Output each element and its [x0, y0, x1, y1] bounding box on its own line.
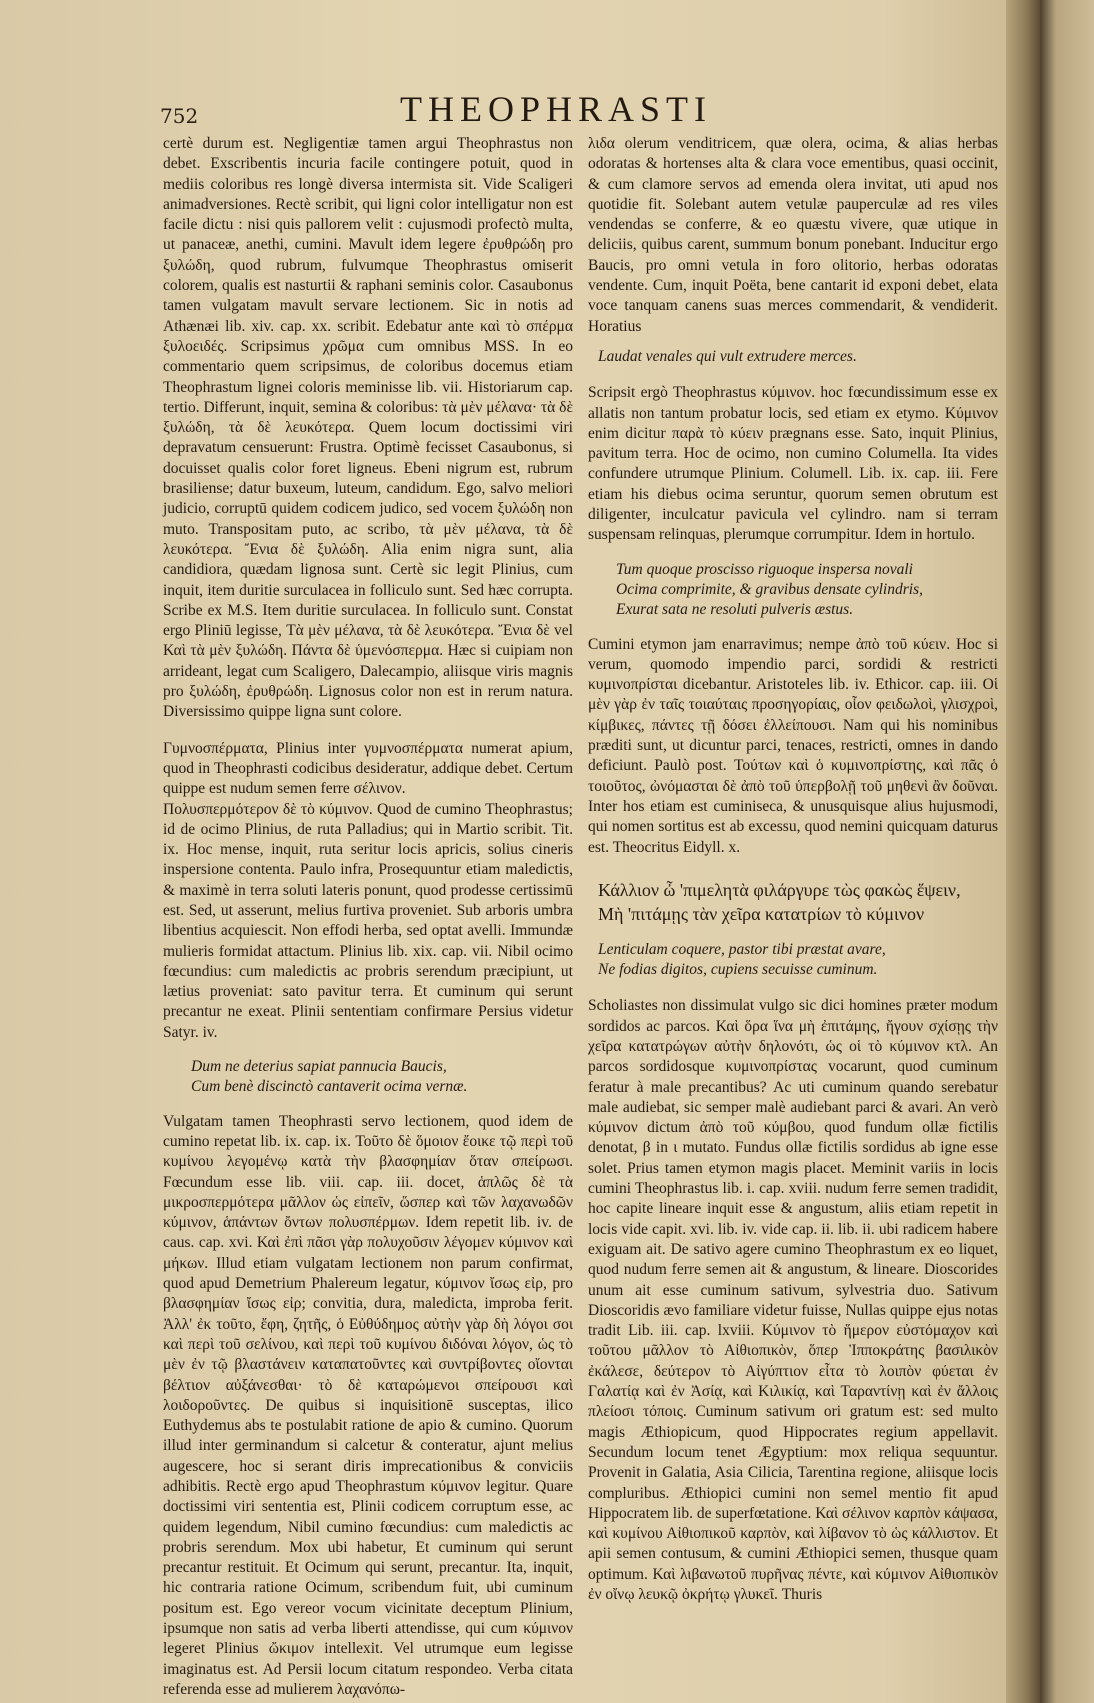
right-quote-horace: Laudat venales qui vult extrudere merces. — [598, 347, 857, 365]
greek-line: Κάλλιον ὦ 'πιμελητὰ φιλάργυρε τὼς φακὼς ἕψειν, — [598, 879, 961, 900]
greek-line: Μὴ 'πιτάμῃς τὰν χεῖρα κατατρίων τὸ κύμινον — [598, 903, 925, 924]
page-header — [160, 88, 1020, 128]
verse-line: Cum benè discinctò cantaverit ocima vernæ. — [191, 1078, 468, 1096]
running-title: THEOPHRASTI — [400, 89, 713, 129]
verse-line: Ocima comprimite, & gravibus densate cylindris, — [616, 580, 923, 598]
right-paragraph-3: Cumini etymon jam enarravimus; nempe ἀπὸ τοῦ κύειν. Hoc si verum, quomodo impendio parci, sordidi & restricti κυμινοπρίσται dicebantur. Aristoteles lib. iv. Ethicor. cap. iii. Οἱ μὲν γὰρ ἐν ταῖς τοιαύταις προσηγορίαις, οἷον φειδωλοὶ, γλισχροὶ, κίμβικες, πάντες τῇ δόσει ἐλλείπουσι. Nam qui his nominibus præditi sunt, ut dicuntur parci, tenaces, restricti, omnes in dando deficiunt. Paulò post. Τούτων καὶ ὁ κυμινοπρίστης, καὶ πᾶς ὁ τοιοῦτος, ὠνόμασται δὲ ἀπὸ τοῦ ὑπερβολῇ τοῦ μηθενὶ ἂν δοῦναι. Inter hos etiam est cuminiseca, & unusquisque alius hujusmodi, qui nomen sortitus est ab excessu, quod nemini quicquam daturus est. Theocritus Eidyll. x. — [588, 635, 998, 856]
facing-page-edge — [1040, 0, 1094, 1703]
translation-line: Ne fodias digitos, cupiens secuisse cuminum. — [598, 961, 878, 979]
right-greek-theocritus — [598, 878, 998, 926]
right-column — [588, 134, 998, 1605]
left-paragraph-3: Πολυσπερμότερον δὲ τὸ κύμινον. Quod de cumino Theophrastus; id de ocimo Plinius, de ruta Palladius; qui in Martio scribit. Tit. ix. Hoc mense, inquit, ruta seritur locis apricis, solius cineris inspersione contenta. Paulo infra, Prosequuntur etiam maledictis, & maximè in terra soluti lateris ponunt, quod prodesse certissimū est. Sed, ut asserunt, melius furtiva proveniet. Sub arboris umbra libentius acquiescit. Non effodi herba, sed optat avelli. Immundæ mulieris formidat attactum. Plinius lib. xix. cap. vii. Nibil ocimo fœcundius: cum maledictis ac probris serendum præcipiunt, ut lætius proveniat: sato pavitur terra. Et cuminum qui serunt precantur ne exeat. Plinii sententiam confirmare Persius videtur Satyr. iv. — [163, 800, 573, 1041]
verse-line: Exurat sata ne resoluti pulveris æstus. — [616, 601, 854, 619]
right-latin-translation — [588, 940, 998, 981]
right-paragraph-2: Scripsit ergò Theophrastus κύμινον. hoc fœcundissimum esse ex allatis non tantum probatur locis, sed etiam ex etymo. Κύμινον enim dicitur παρὰ τὸ κύειν prægnans esse. Sato, inquit Plinius, pavitum terra. Hoc de ocimo, non cumino Columella. Ita vides confundere utrumque Plinium. Columell. Lib. ix. cap. iii. Fere etiam his diebus ocima seruntur, quorum semen obrutum est diligenter, inculcatur pavicula vel cylindro. nam si terram suspensam relinquas, plerumque corrumpitur. Idem in hortulo. — [588, 384, 998, 544]
right-paragraph-4: Scholiastes non dissimulat vulgo sic dici homines præter modum sordidos ac parcos. Καὶ ὅρα ἵνα μὴ ἐπιτάμης, ἤγουν σχίσῃς τὴν χεῖρα κατατρώγων αὐτὴν δηλονότι, ὡς οἱ τὸ κύμινον κτλ. An parcos sordidosque κυμινοπρίστας vocarunt, quod cuminum feratur à male precantibus? Ac uti cuminum quando serebatur male audiebat, sic semper malè audiebant parci & avari. An verò κύμινον dictum ἀπὸ τοῦ κύμβου, quod fundum ollæ fictilis denotat, β in ι mutato. Fundus ollæ fictilis sordidus ab igne esse solet. Prius tamen etymon magis placet. Meminit variis in locis cumini Theophrastus lib. i. cap. xviii. nudum ferre semen tradidit, hoc capite lineare inquit esse & angustum, aliis etiam repetit in locis vide capit. xvi. lib. iv. vide cap. ii. lib. ii. ubi radicem habere exiguam ait. De sativo agere cumino Theophrastum ex eo liquet, quod nudum ferre semen ait & angustum, & lineare. Dioscorides unum ait esse cuminum sativum, sylvestria duo. Sativum Dioscoridis ævo familiare videtur fuisse, Nullas quippe ejus notas tradit Lib. iii. cap. lxviii. Κύμινον τὸ ἥμερον εὐστόμαχον καὶ τοῦτου μᾶλλον τὸ Αἰθιοπικὸν, ὅπερ Ἱπποκράτης βασιλικὸν ἐκάλεσε, δεύτερον τὸ Αἰγύπτιον εἶτα τὸ λοιπὸν φύεται ἐν Γαλατίᾳ καὶ ἐν Ἀσίᾳ, καὶ Κιλικίᾳ, καὶ Ταραντίνῃ καὶ ἐν ἄλλοις πλείοσι τόποις. Cuminum sativum ori gratum est: sed multo magis Æthiopicum, quod Hippocrates regium appellavit. Secundum locum tenet Ægyptium: mox reliqua sequuntur. Provenit in Galatia, Asia Cilicia, Tarentina regione, aliisque locis compluribus. Æthiopici cumini non semel mentio fit apud Hippocratem lib. de superfœtatione. Καὶ σέλινον καρπὸν κάψασα, καὶ κυμίνου Αἰθιοπικοῦ καρπὸν, καὶ λίβανον τὸ ὡς κάλλιστον. Et apii semen contusum, & cumini Æthiopici semen, thusque quam optimum. Καὶ λιβανωτοῦ πυρῆνας πέντε, καὶ κύμινον Αἰθιοπικὸν ἐν οἴνῳ λευκῷ ὀκρήτῳ γλυκεῖ. Thuris — [588, 997, 999, 1603]
right-paragraph-1: λιδα olerum venditricem, quæ olera, ocima, & alias herbas odoratas & hortenses alta & clara voce ementibus, quasi occinit, & cum clamore servos ad emenda olera invitat, uti apud nos quotidie fit. Solebant autem vetulæ pauperculæ ad res viles vendendas se conferre, & eo quæstu vivere, quæ utique in deliciis, quibus carent, summum bonum ponebant. Inducitur ergo Baucis, pro omni vetula in foro olitorio, herbas odoratas vendente. Cum, inquit Poëta, bene cantarit id exponi debet, elata voce tanquam canens suas merces commendarit, & vendiderit. Horatius — [588, 135, 998, 335]
left-paragraph-1: certè durum est. Negligentiæ tamen argui Theophrastus non debet. Exscribentis incuria facile contingere potuit, quod in mediis coloribus res longè diversa intermista sit. Vide Scaligeri animadversiones. Rectè scribit, qui ligni color intelligatur non est facile dictu : nisi quis pallorem velit : cujusmodi profectò multa, ut panaceæ, anethi, cumini. Mavult idem legere ἐρυθρώδη pro ξυλώδη, quod rubrum, fulvumque Theophrastus omiserit colorem, qualis est nasturtii & raphani seminis color. Casaubonus tamen vulgatam mavult servare lectionem. Sic in notis ad Athænæi lib. xiv. cap. xx. scribit. Edebatur ante καὶ τὸ σπέρμα ξυλοειδές. Scripsimus χρῶμα cum omnibus MSS. In eo commentario quem scripsimus, de coloribus docemus etiam Theophrastum lignei coloris meminisse lib. vii. Historiarum cap. tertio. Differunt, inquit, semina & coloribus: τὰ μὲν μέλανα· τὰ δὲ ξυλώδη, τὰ δὲ λευκότερα. Quem locum doctissimi viri depravatum censuerunt: Frustra. Optimè fecisset Casaubonus, si docuisset qualis color foret ligneus. Ebeni nigrum est, rubrum brasiliense; datur buxeum, luteum, candidum. Ego, salvo meliori judicio, corruptū quidem codicem judico, sed vocem ξυλώδη non muto. Transpositam puto, ac scribo, τὰ μὲν μέλανα, τὰ δὲ λευκότερα. Ἔνια δὲ ξυλώδη. Alia enim nigra sunt, alia candidiora, quædam lignosa sunt. Certè sic legit Plinius, cum inquit, item duritie surculacea in folliculo sunt. Sed hæc corrupta. Scribe ex M.S. Item duritie surculacea. In folliculo sunt. Constat ergo Pliniū legisse, Τὰ μὲν μέλανα, τὰ δὲ λευκότερα. Ἔνια δὲ vel Καὶ τὰ μὲν ξυλώδη. Πάντα δὲ ὑμενόσπερμα. Hæc si cuipiam non arrideant, legat cum Scaligero, Dalecampio, aliisque viris magnis pro ξυλώδη, ἐρυθρώδη. Lignosus color non est in rerum natura. Diversissimo quippe ligna sunt colore. — [163, 135, 573, 721]
left-paragraph-4: Vulgatam tamen Theophrasti servo lectionem, quod idem de cumino repetat lib. ix. cap. ix. Τοῦτο δὲ ὅμοιον ἔοικε τῷ περὶ τοῦ κυμίνου λεγομένῳ κατὰ τὴν βλασφημίαν ὅταν σπείρωσι. Fœcundum esse lib. viii. cap. iii. docet, ἁπλῶς δὲ τὰ μικροσπερμότερα μᾶλλον ὡς εἰπεῖν, ὥσπερ καὶ τῶν λαχανωδῶν κύμινον, ἁπάντων ὄντων πολυσπέρμων. Idem repetit lib. iv. de caus. cap. xvi. Καὶ ἐπὶ πᾶσι γὰρ πολυχοῦσιν λέγομεν κύμινον καὶ μήκων. Illud etiam vulgatam lectionem non parum confirmat, quod apud Demetrium Phalereum legatur, κύμινον ἴσως εἰρ, pro βλασφημίαν ἴσως εἰρ; convitia, dura, maledicta, improba ferit. Ἀλλ' ἐκ τοῦτο, ἔφη, ζητῆς, ὁ Εὐθύδημος αὐτὴν γὰρ δὴ λόγοι σοι καὶ περὶ τοῦ σελίνου, καὶ περὶ τοῦ κυμίνου διδόναι λόγον, ὡς τὸ μὲν ἐν τῷ βλαστάνειν καταπατοῦντες καὶ συντρίβοντες οἴονται βέλτιον αὐξάνεσθαι· τὸ δὲ καταρώμενοι σπείρουσι καὶ λοιδοροῦντες. De quibus si inquisitionē susceptas, ilico Euthydemus abs te postulabit ratione de apio & cumino. Quorum illud inter germinandum si calcetur & conteratur, ajunt melius augescere, hoc si serant diris imprecationibus & conviciis adhibitis. Rectè ergo apud Theophrastum κύμινον legitur. Quare doctissimi viri sententia est, Plinii codicem corruptum esse, ac quidem legendum, Nibil cumino fœcundius: cum maledictis ac probris serendum. Mox ubi habetur, Et cuminum qui serunt precantur restituit. Et Ocimum qui serunt, precantur. Ita, inquit, hic contraria ratione Ocimum, scribendum fuit, ubi cuminum positum est. Ego vereor vocum vicinitate deceptum Plinium, ipsumque non satis ad verba liberti attendisse, qui cum κύμινον legeret Plinius ὤκιμον intellexit. Vel utrumque eum legisse imaginatus est. Ad Persii locum citatum respondeo. Verba citata referenda esse ad mulierem λαχανόπω- — [163, 1112, 573, 1698]
verse-line: Dum ne deterius sapiat pannucia Baucis, — [191, 1058, 447, 1076]
right-verse-columella — [588, 560, 998, 621]
left-paragraph-2: Γυμνοσπέρματα, Plinius inter γυμνοσπέρματα numerat apium, quod in Theophrasti codicibus desideratur, addique debet. Certum quippe est nudum semen ferre σέλινον. — [163, 739, 573, 798]
translation-line: Lenticulam coquere, pastor tibi præstat avare, — [598, 940, 886, 958]
left-verse-persius — [163, 1057, 573, 1098]
binding-gutter — [1006, 0, 1040, 1703]
left-column — [163, 134, 573, 1700]
verse-line: Tum quoque proscisso riguoque inspersa novali — [616, 560, 913, 578]
page-number: 752 — [160, 104, 199, 128]
